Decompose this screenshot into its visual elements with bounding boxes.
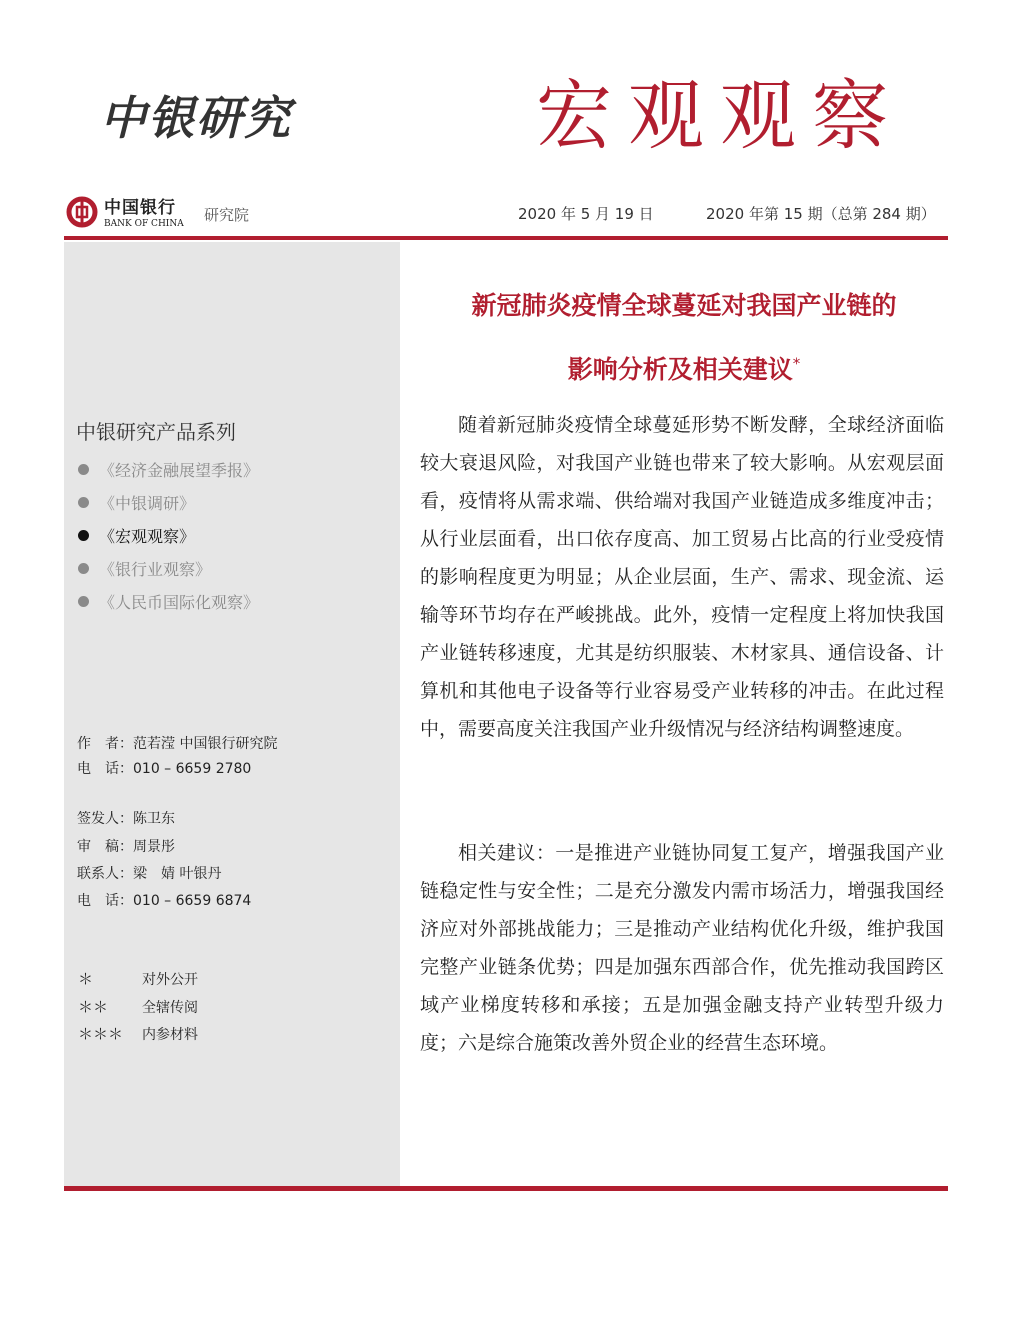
series-item-macro-current[interactable]: 《宏观观察》 [78,524,195,547]
bank-name-en: BANK OF CHINA [104,219,184,229]
article-title-line1: 新冠肺炎疫情全球蔓延对我国产业链的 [471,291,897,320]
reviewer-line: 审 稿：周景彤 [77,839,175,855]
institute-label: 研究院 [204,206,250,224]
footnote-mark: * [792,354,801,373]
logo-text: 中银研究 [100,91,292,145]
article-title-line2: 影响分析及相关建议* [567,354,801,384]
signer-line: 签发人：陈卫东 [77,811,175,827]
classification-symbol: ＊＊ [78,998,109,1016]
report-title: 宏观观察 [536,71,904,160]
series-item-banking[interactable]: 《银行业观察》 [78,557,211,580]
classification-symbol: ＊ [78,970,94,988]
bullet-icon [78,530,89,541]
series-item-research[interactable]: 《中银调研》 [78,491,195,514]
bullet-icon [78,464,89,475]
author-line: 作 者：范若滢 中国银行研究院 [77,736,278,752]
bottom-divider [64,1186,948,1191]
bank-of-china-emblem-icon [66,196,98,228]
bullet-icon [78,497,89,508]
classification-symbol: ＊＊＊ [78,1025,124,1043]
series-item-rmb[interactable]: 《人民币国际化观察》 [78,590,259,613]
bullet-icon [78,563,89,574]
classification-restricted: 内参材料 [142,1027,198,1043]
bullet-icon [78,596,89,607]
series-item-quarterly[interactable]: 《经济金融展望季报》 [78,458,259,481]
author-phone-line: 电 话：010 – 6659 2780 [77,761,252,777]
summary-paragraph: 随着新冠肺炎疫情全球蔓延形势不断发酵，全球经济面临较大衰退风险，对我国产业链也带来了较大影响。从宏观层面看，疫情将从需求端、供给端对我国产业链造成多维度冲击；从行业层面看，出口依存度高、加工贸易占比高的行业受疫情的影响程度更为明显；从企业层面，生产、需求、现金流、运输等环节均存在严峻挑战。此外，疫情一定程度上将加快我国产业链转移速度，尤其是纺织服装、木材家具、通信设备、计算机和其他电子设备等行业容易受产业转移的冲击。在此过程中，需要高度关注我国产业升级情况与经济结构调整速度。 [420,414,944,740]
bank-name-cn: 中国银行 [104,198,176,218]
sidebar-panel [64,242,400,1186]
calligraphy-logo [100,84,300,148]
classification-public: 对外公开 [142,972,198,988]
recommendation-paragraph: 相关建议：一是推进产业链协同复工复产，增强我国产业链稳定性与安全性；二是充分激发内需市场活力，增强我国经济应对外部挑战能力；三是推动产业结构优化升级，维护我国完整产业链条优势；四是加强东西部合作，优先推动我国跨区域产业梯度转移和承接；五是加强金融支持产业转型升级力度；六是综合施策改善外贸企业的经营生态环境。 [420,842,944,1054]
series-heading: 中银研究产品系列 [76,420,236,444]
contact-phone-line: 电 话：010 – 6659 6874 [77,893,252,909]
contact-line: 联系人：梁 婧 叶银丹 [77,866,222,882]
classification-internal: 全辖传阅 [142,1000,198,1016]
issue-date: 2020 年 5 月 19 日 [518,205,654,223]
top-divider [64,236,948,240]
issue-number: 2020 年第 15 期（总第 284 期） [706,205,936,223]
